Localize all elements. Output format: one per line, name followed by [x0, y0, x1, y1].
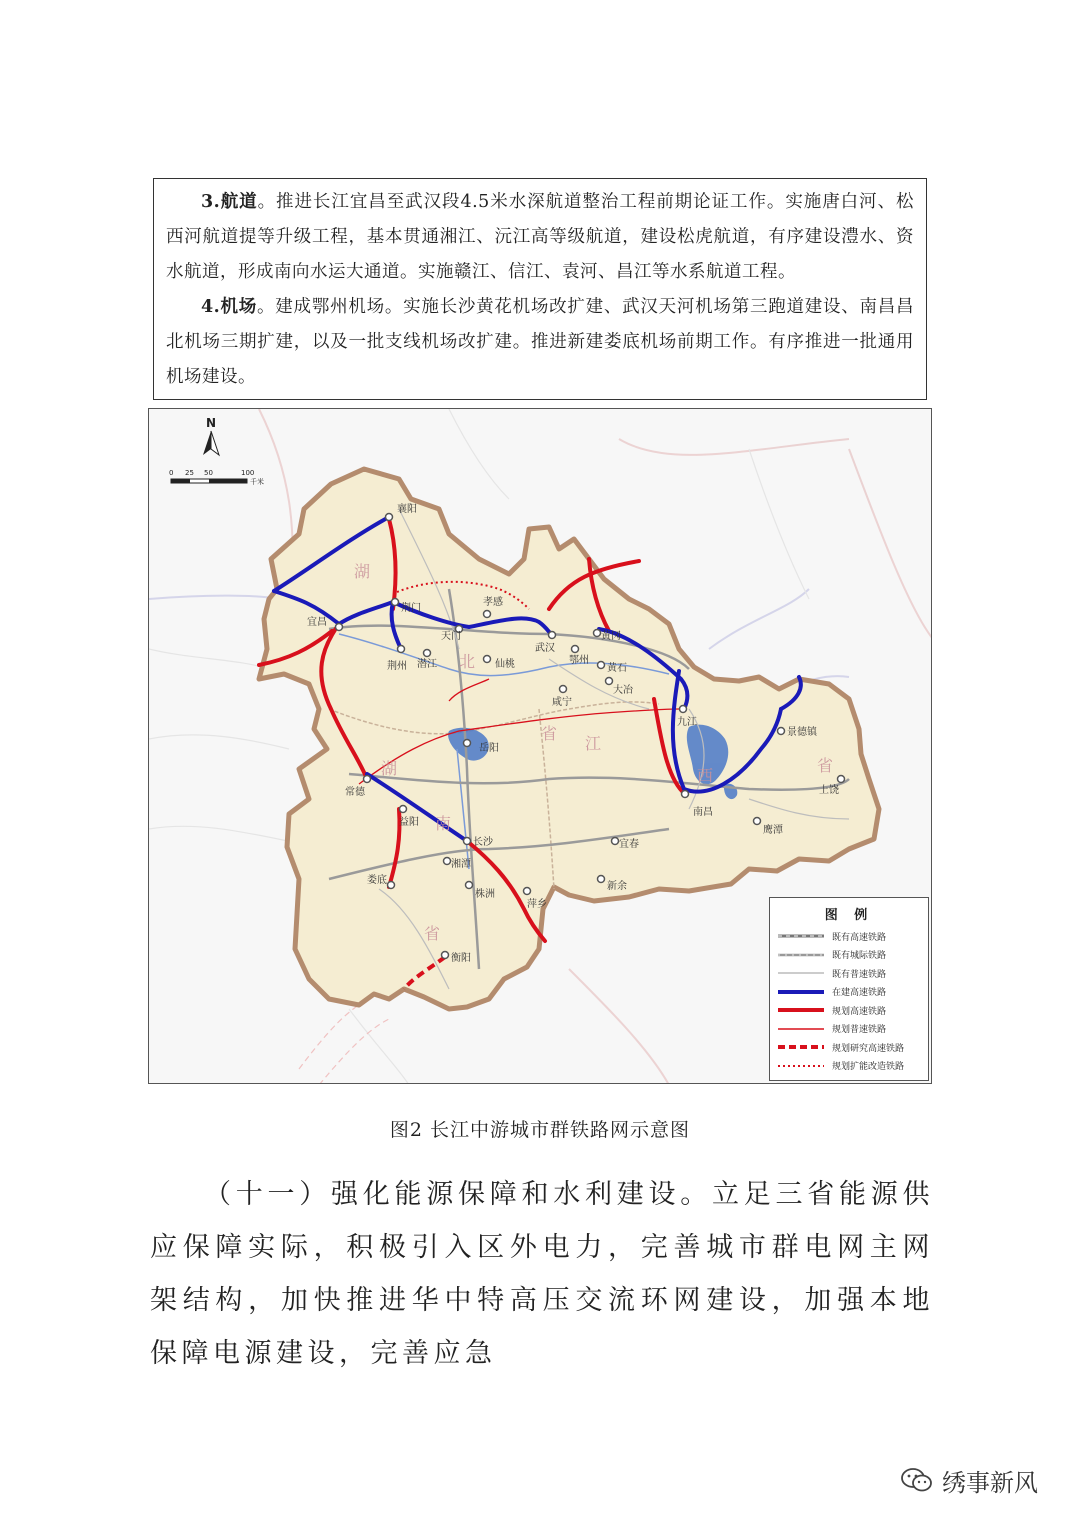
- city-label: 上饶: [819, 785, 839, 796]
- north-label: N: [206, 416, 217, 430]
- city-label: 武汉: [535, 643, 555, 654]
- scale-unit: 千米: [250, 478, 264, 486]
- legend-item: [770, 1001, 928, 1020]
- paragraph-airport: [166, 290, 914, 395]
- city-label: 黄石: [607, 663, 627, 674]
- city-label: 衡阳: [451, 953, 471, 964]
- legend-item: [770, 964, 928, 983]
- watermark: [900, 1460, 1038, 1500]
- legend-label: 既有高速铁路: [832, 932, 887, 943]
- city-label: 新余: [607, 881, 627, 892]
- legend-label: 既有普速铁路: [832, 969, 887, 980]
- paragraph-text: 。推进长江宜昌至武汉段4.5米水深航道整治工程前期论证工作。实施唐白河、松西河航道提等升级工程，基本贯通湘江、沅江高等级航道，建设松虎航道，有序建设澧水、资水航道，形成南向水运大通道。实施赣江、信江、袁河、昌江等水系航道工程。: [166, 192, 914, 282]
- legend-label: 规划高速铁路: [832, 1006, 887, 1017]
- scale-tick: 0: [169, 469, 174, 477]
- city-label: 鄂州: [569, 655, 589, 666]
- body-text: 立足三省能源供应保障实际，积极引入区外电力，完善城市群电网主网架结构，加快推进华中特高压交流环网建设，加强本地保障电源建设，完善应急: [150, 1179, 934, 1369]
- figure-caption: 图2 长江中游城市群铁路网示意图: [389, 1119, 691, 1141]
- city-label: 潜江: [417, 659, 437, 670]
- province-label: 北: [459, 652, 476, 671]
- city-label: 景德镇: [787, 727, 817, 738]
- scale-tick: 50: [204, 469, 213, 477]
- city-label: 鹰潭: [763, 825, 783, 836]
- city-label: 益阳: [399, 817, 419, 828]
- legend-title: 图 例: [824, 908, 874, 923]
- paragraph-text: 。建成鄂州机场。实施长沙黄花机场改扩建、武汉天河机场第三跑道建设、南昌昌北机场三期扩建，以及一批支线机场改扩建。推进新建娄底机场前期工作。有序推进一批通用机场建设。: [166, 297, 914, 387]
- wechat-icon: [900, 1466, 934, 1494]
- legend-swatch-research-hsr: [778, 1042, 824, 1052]
- paragraph-waterway: [166, 185, 914, 290]
- text-box: [153, 178, 927, 400]
- city-label: 孝感: [483, 597, 503, 608]
- watermark-text: 绣事新风: [942, 1468, 1038, 1497]
- north-arrow-icon: [203, 416, 219, 455]
- legend-swatch-expansion: [778, 1061, 824, 1071]
- legend-label: 在建高速铁路: [832, 988, 887, 999]
- province-label: 省: [541, 724, 558, 743]
- legend-label: 规划普速铁路: [832, 1025, 887, 1036]
- city-label: 宜昌: [307, 617, 327, 628]
- city-label: 娄底: [367, 875, 387, 886]
- railway-map: [148, 408, 932, 1084]
- legend-item: [770, 1038, 928, 1057]
- legend-item: [770, 983, 928, 1002]
- legend-swatch-existing-intercity: [778, 950, 824, 960]
- scale-tick: 100: [241, 469, 255, 477]
- legend-item: [770, 1020, 928, 1039]
- city-label: 九江: [677, 717, 697, 728]
- city-label: 咸宁: [552, 697, 572, 708]
- city-label: 荆门: [401, 603, 421, 614]
- province-label: 省: [424, 924, 441, 943]
- city-label: 株洲: [475, 889, 495, 900]
- legend-swatch-existing-ordinary: [778, 968, 824, 978]
- city-label: 萍乡: [527, 899, 547, 910]
- legend-item: [770, 946, 928, 965]
- city-label: 长沙: [473, 837, 493, 848]
- legend-item: [770, 1057, 928, 1076]
- city-label: 襄阳: [397, 504, 417, 515]
- city-label: 天门: [441, 631, 461, 642]
- legend-swatch-existing-hsr: [778, 931, 824, 941]
- legend-label: 规划研究高速铁路: [832, 1043, 905, 1054]
- map-legend: [769, 897, 929, 1081]
- legend-label: 规划扩能改造铁路: [832, 1062, 905, 1073]
- legend-swatch-planned-hsr: [778, 1005, 824, 1015]
- province-label: 省: [817, 756, 834, 775]
- scale-bar: [169, 469, 264, 486]
- city-label: 岳阳: [479, 743, 499, 754]
- legend-swatch-planned-ordinary: [778, 1024, 824, 1034]
- legend-label: 既有城际铁路: [832, 951, 887, 962]
- paragraph-heading: 3.航道: [201, 192, 258, 212]
- city-label: 仙桃: [495, 659, 515, 670]
- paragraph-heading: 4.机场: [201, 297, 258, 317]
- city-label: 荆州: [387, 661, 407, 672]
- city-label: 黄冈: [601, 631, 621, 642]
- body-text-block: [150, 1168, 934, 1380]
- province-label: 湖: [354, 562, 371, 581]
- city-label: 南昌: [693, 807, 713, 818]
- city-label: 宜春: [619, 839, 639, 850]
- province-label: 湖: [381, 759, 398, 778]
- city-label: 常德: [345, 787, 365, 798]
- province-label: 西: [697, 766, 714, 785]
- city-label: 大冶: [613, 685, 633, 696]
- province-label: 江: [585, 734, 602, 753]
- province-label: 南: [435, 814, 452, 833]
- scale-tick: 25: [185, 469, 194, 477]
- section-heading: （十一）强化能源保障和水利建设。: [204, 1179, 712, 1210]
- legend-swatch-construction-hsr: [778, 987, 824, 997]
- body-paragraph: [150, 1168, 934, 1380]
- city-label: 湘潭: [451, 859, 471, 870]
- legend-item: [770, 927, 928, 946]
